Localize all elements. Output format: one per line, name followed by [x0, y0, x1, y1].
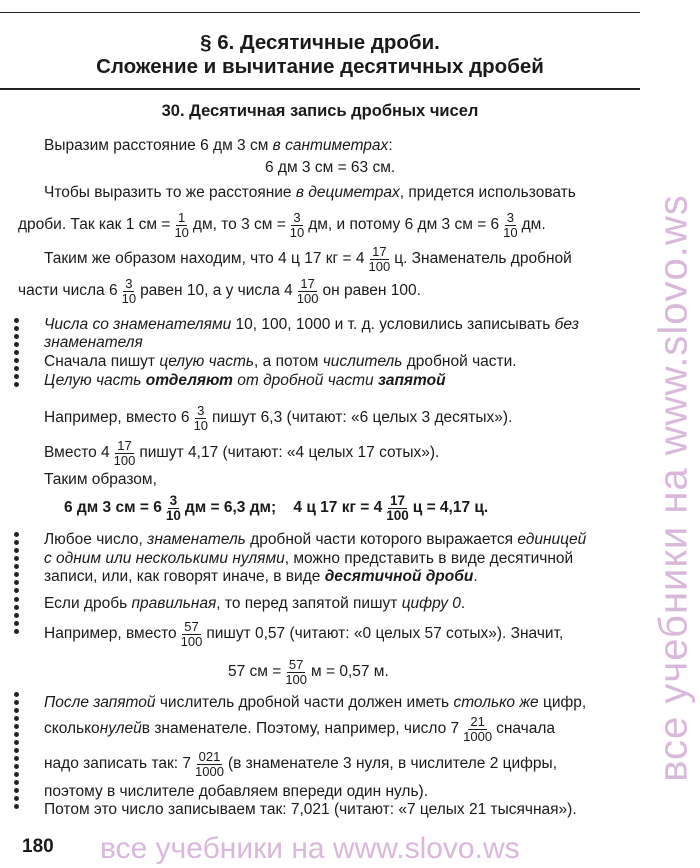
numerator: 57 [288, 656, 304, 672]
header-bottom-rule [0, 88, 640, 90]
text: Сначала пишут [44, 353, 160, 370]
numerator: 3 [506, 209, 515, 225]
emphasis: столько же [453, 694, 539, 711]
numerator: 21 [470, 713, 485, 729]
paragraph-2 [44, 183, 576, 203]
rule-marker-dots [14, 597, 20, 637]
text: Выразим расстояние 6 дм 3 см [44, 137, 273, 154]
emphasis: отделяют [145, 372, 233, 389]
text: равен 10, а у числа 4 [140, 282, 293, 299]
rule-marker-dots [14, 532, 20, 596]
text: 10, 100, 1000 и т. д. условились записывать [231, 316, 555, 333]
text: Числа со знаменателями [44, 316, 232, 333]
rule-4-line-2 [44, 712, 555, 746]
emphasis: десятичной дроби [324, 568, 474, 585]
fraction [164, 494, 183, 523]
text: Целую часть [44, 372, 146, 389]
fraction [501, 211, 519, 240]
text: 57 см = [228, 663, 282, 680]
numerator: 17 [300, 275, 315, 291]
emphasis: целую часть [159, 353, 255, 370]
rule-2-line-3: записи, или, как говорят иначе, в виде десятичной дроби. [44, 568, 478, 585]
emphasis: с одним или несколькими нулями [44, 550, 285, 567]
numerator: 3 [293, 209, 301, 225]
bold-equation [64, 490, 488, 526]
denominator: 100 [368, 258, 391, 274]
thus-text: Таким образом, [44, 471, 157, 488]
numerator: 57 [184, 618, 199, 634]
numerator: 1 [178, 209, 186, 225]
paragraph-5 [18, 274, 421, 308]
text: , придется использовать [399, 184, 576, 201]
fraction [172, 211, 190, 240]
text: пишут 6,3 (читают: «6 целых 3 десятых»). [212, 409, 513, 426]
emphasis: цифру 0 [401, 595, 461, 612]
denominator: 1000 [463, 728, 493, 744]
chapter-title: § 6. Десятичные дроби. [200, 31, 440, 54]
fraction [192, 404, 210, 433]
emphasis: знаменатель [147, 531, 246, 548]
emphasis: нулей [99, 720, 142, 737]
rule-2-line-2 [44, 549, 573, 569]
numerator: 3 [197, 402, 205, 418]
numerator: 3 [125, 275, 133, 291]
denominator: 100 [113, 452, 136, 468]
text: сначала [496, 720, 556, 737]
text: дм, и потому 6 дм 3 см = 6 [308, 216, 500, 233]
text: Например, вместо [44, 625, 177, 642]
fraction [461, 715, 494, 744]
rule-4-line-4: поэтому в числителе добавляем впереди один нуль). [44, 783, 429, 800]
text: ц. Знаменатель дробной [394, 250, 572, 267]
watermark-side [648, 118, 700, 858]
denominator: 10 [174, 224, 189, 240]
emphasis: в дециметрах [295, 184, 400, 201]
text: дм = 6,3 дм; 4 ц 17 кг = 4 [184, 499, 383, 516]
paragraph-4 [44, 242, 572, 276]
denominator: 100 [296, 290, 319, 306]
denominator: 100 [180, 633, 203, 649]
rule-marker-dots [14, 692, 20, 812]
rule-3 [44, 594, 465, 614]
emphasis: в сантиметрах [272, 137, 389, 154]
fraction [120, 277, 138, 306]
text: числитель дробной части должен иметь [155, 694, 454, 711]
text: надо записать так: 7 [44, 755, 192, 772]
paragraph-1 [44, 136, 393, 156]
emphasis: числитель [322, 353, 403, 370]
numerator: 17 [389, 492, 405, 508]
example-2 [44, 436, 439, 470]
page-number: 180 [22, 836, 54, 857]
fraction [295, 277, 321, 306]
text: дм. [521, 216, 546, 233]
text: , то перед запятой пишут [216, 595, 402, 612]
text: Вместо 4 [44, 444, 110, 461]
fraction [193, 750, 226, 779]
rule-4-line-1 [44, 693, 586, 713]
emphasis: После запятой [44, 694, 156, 711]
text: в знаменателе. Поэтому, например, число 7 [141, 720, 460, 737]
emphasis: единицей [517, 531, 587, 548]
watermark-side-text: все учебники на www.slovo.ws [651, 194, 696, 782]
numerator: 021 [198, 748, 221, 764]
section-title: 30. Десятичная запись дробных чисел [161, 102, 479, 120]
numerator: 17 [117, 437, 132, 453]
example-3 [44, 616, 563, 652]
example-1 [44, 401, 512, 435]
rule-marker-dots [14, 318, 20, 390]
numerator: 3 [169, 492, 178, 508]
text: : [388, 137, 393, 154]
denominator: 100 [386, 507, 409, 523]
denominator: 10 [193, 417, 209, 433]
text: пишут 4,17 (читают: «4 целых 17 сотых»). [139, 444, 440, 461]
text: записи, или, как говорят иначе, в виде [44, 568, 325, 585]
rule-4-line-5: Потом это число записываем так: 7,021 (читают: «7 целых 21 тысячная»). [44, 801, 577, 818]
text: цифр, [538, 694, 587, 711]
emphasis: правильная [131, 595, 217, 612]
denominator: 10 [503, 224, 518, 240]
denominator: 1000 [195, 763, 224, 779]
text: , а потом [254, 353, 323, 370]
watermark-bottom: все учебники на www.slovo.ws [100, 832, 520, 865]
fraction [179, 620, 205, 649]
denominator: 100 [285, 671, 308, 687]
text: части числа 6 [18, 282, 118, 299]
header-top-rule [0, 12, 640, 13]
denominator: 10 [165, 507, 181, 523]
fraction [112, 439, 138, 468]
rule-1-line-1 [44, 315, 579, 335]
text: без [554, 316, 579, 333]
fraction [283, 658, 309, 687]
numerator: 17 [372, 243, 387, 259]
text: дробной части. [402, 353, 517, 370]
text: Если дробь [44, 595, 132, 612]
text: пишут 0,57 (читают: «0 целых 57 сотых»). Значит, [206, 625, 564, 642]
rule-4-line-3 [44, 747, 557, 781]
text: Например, вместо 6 [44, 409, 190, 426]
rule-1-line-2: знаменателя [44, 334, 143, 351]
text: , можно представить в виде десятичной [284, 550, 574, 567]
text: дроби. Так как 1 см = [18, 216, 171, 233]
emphasis: запятой [377, 372, 446, 389]
fraction [366, 245, 392, 274]
equation-2 [228, 654, 389, 690]
text: он равен 100. [322, 282, 421, 299]
text: Любое число, [44, 531, 148, 548]
rule-2-line-1 [44, 530, 586, 550]
text: м = 0,57 м. [311, 663, 389, 680]
fraction [384, 494, 411, 523]
text: Чтобы выразить то же расстояние [44, 184, 296, 201]
equation-1: 6 дм 3 см = 63 см. [265, 159, 396, 176]
text: дробной части которого выражается [245, 531, 518, 548]
chapter-subtitle: Сложение и вычитание десятичных дробей [96, 55, 544, 78]
fraction [288, 211, 306, 240]
rule-1-line-4 [44, 371, 446, 391]
paragraph-3 [18, 208, 546, 242]
text: дм, то 3 см = [192, 216, 286, 233]
text: (в знаменателе 3 нуля, в числителе 2 цифры, [227, 755, 558, 772]
text: . [460, 595, 466, 612]
denominator: 10 [289, 224, 305, 240]
text: сколько [44, 720, 100, 737]
text: 6 дм 3 см = 6 [64, 499, 162, 516]
text: от дробной части [232, 372, 378, 389]
text: Таким же образом находим, что 4 ц 17 кг = 4 [44, 250, 365, 267]
text: ц = 4,17 ц. [412, 499, 489, 516]
denominator: 10 [121, 290, 137, 306]
rule-1-line-3 [44, 352, 517, 372]
